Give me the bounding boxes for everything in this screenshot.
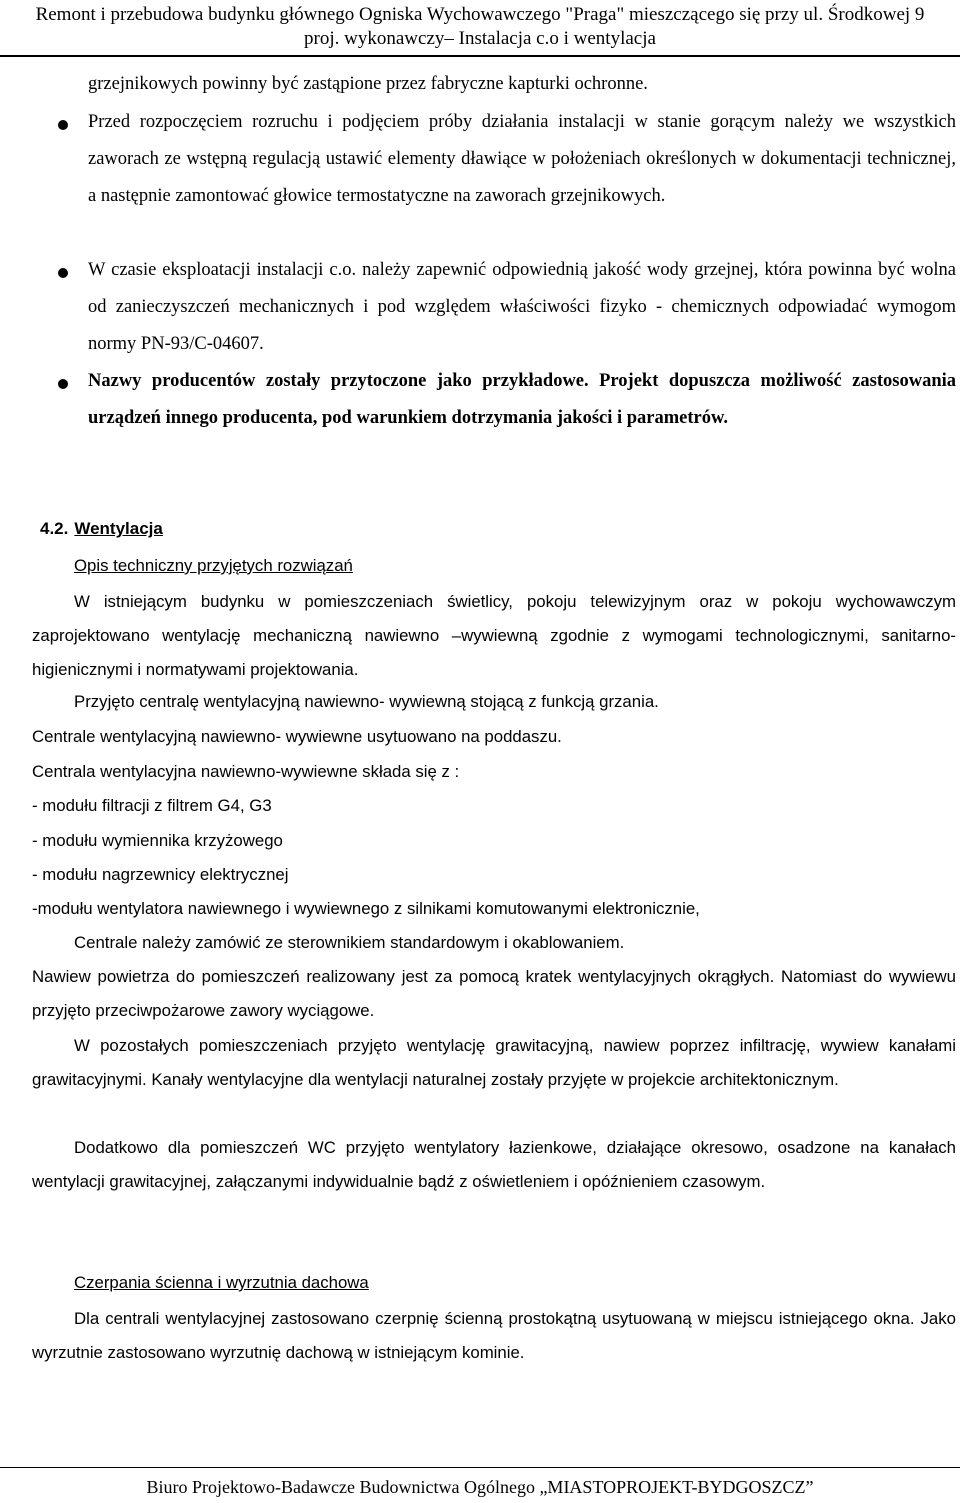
paragraph-supply-air: Nawiew powietrza do pomieszczeń realizowany jest za pomocą kratek wentylacyjnych okrągłych. Natomiast do wywiewu przyjęto przeciwpożarowe zawory wyciągowe. xyxy=(32,967,956,1020)
line-composition: Centrala wentylacyjna nawiewno-wywiewne składa się z : xyxy=(32,762,460,781)
footer-text: Biuro Projektowo-Badawcze Budownictwa Ogólnego „MIASTOPROJEKT-BYDGOSZCZ” xyxy=(146,1477,814,1497)
subheading-technical-description: Opis techniczny przyjętych rozwiązań xyxy=(74,556,353,575)
line-attic-location: Centrale wentylacyjną nawiewno- wywiewne usytuowano na poddaszu. xyxy=(32,727,562,746)
footer-rule xyxy=(0,1467,960,1468)
section-heading xyxy=(40,519,163,539)
paragraph-existing-building: W istniejącym budynku w pomieszczeniach świetlicy, pokoju telewizyjnym oraz w pokoju wychowawczym zaprojektowano wentylację mechaniczną nawiewno –wywiewną zgodnie z wymogami technologicznymi, sanitarno-higienicznymi i normatywami projektowania. xyxy=(32,592,956,679)
bullet-dot xyxy=(58,268,68,278)
module-item: -modułu wentylatora nawiewnego i wywiewnego z silnikami komutowanymi elektronicznie, xyxy=(32,899,700,918)
paragraph-gravity-ventilation: W pozostałych pomieszczeniach przyjęto wentylację grawitacyjną, nawiew poprzez infiltrację, wywiew kanałami grawitacyjnymi. Kanały wentylacyjne dla wentylacji naturalnej zostały przyjęte w projekcie architektonicznym. xyxy=(32,1036,956,1089)
header-title: Remont i przebudowa budynku głównego Ogniska Wychowawczego "Praga" mieszczącego się przy ul. Środkowej 9 xyxy=(35,4,925,25)
continuation-line: grzejnikowych powinny być zastąpione przez fabryczne kapturki ochronne. xyxy=(88,74,648,94)
bullet-dot xyxy=(58,379,68,389)
paragraph-wc-fans: Dodatkowo dla pomieszczeń WC przyjęto wentylatory łazienkowe, działające okresowo, osadzone na kanałach wentylacji grawitacyjnej, załączanymi indywidualnie bądź z oświetleniem i opóźnieniem czasowym. xyxy=(32,1138,956,1191)
bullet-item-3: Nazwy producentów zostały przytoczone jako przykładowe. Projekt dopuszcza możliwość zastosowania urządzeń innego producenta, pod warunkiem dotrzymania jakości i parametrów. xyxy=(88,371,956,428)
module-item: - modułu nagrzewnicy elektrycznej xyxy=(32,865,289,884)
module-item: - modułu wymiennika krzyżowego xyxy=(32,831,283,850)
paragraph-intake-exhaust: Dla centrali wentylacyjnej zastosowano czerpnię ścienną prostokątną usytuowaną w miejscu istniejącego okna. Jako wyrzutnie zastosowano wyrzutnię dachową w istniejącym kominie. xyxy=(32,1309,956,1362)
subheading-intake-exhaust: Czerpania ścienna i wyrzutnia dachowa xyxy=(74,1273,369,1292)
section-number: 4.2. xyxy=(40,519,69,538)
bullet-dot xyxy=(58,120,68,130)
line-controller: Centrale należy zamówić ze sterownikiem standardowym i okablowaniem. xyxy=(74,933,625,952)
section-title: Wentylacja xyxy=(74,519,163,538)
module-item: - modułu filtracji z filtrem G4, G3 xyxy=(32,796,272,815)
bullet-item-1: Przed rozpoczęciem rozruchu i podjęciem próby działania instalacji w stanie gorącym należy we wszystkich zaworach ze wstępną regulacją ustawić elementy dławiące w położeniach określonych w dokumentacji technicznej, a następnie zamontować głowice termostatyczne na zaworach grzejnikowych. xyxy=(88,112,956,206)
bullet-item-2: W czasie eksploatacji instalacji c.o. należy zapewnić odpowiednią jakość wody grzejnej, która powinna być wolna od zanieczyszczeń mechanicznych i pod względem właściwości fizyko - chemicznych odpowiadać wymogom normy PN-93/C-04607. xyxy=(88,260,956,354)
header-subtitle: proj. wykonawczy– Instalacja c.o i wentylacja xyxy=(304,28,656,49)
line-central-unit: Przyjęto centralę wentylacyjną nawiewno- wywiewną stojącą z funkcją grzania. xyxy=(74,692,659,711)
header-rule xyxy=(0,55,960,57)
